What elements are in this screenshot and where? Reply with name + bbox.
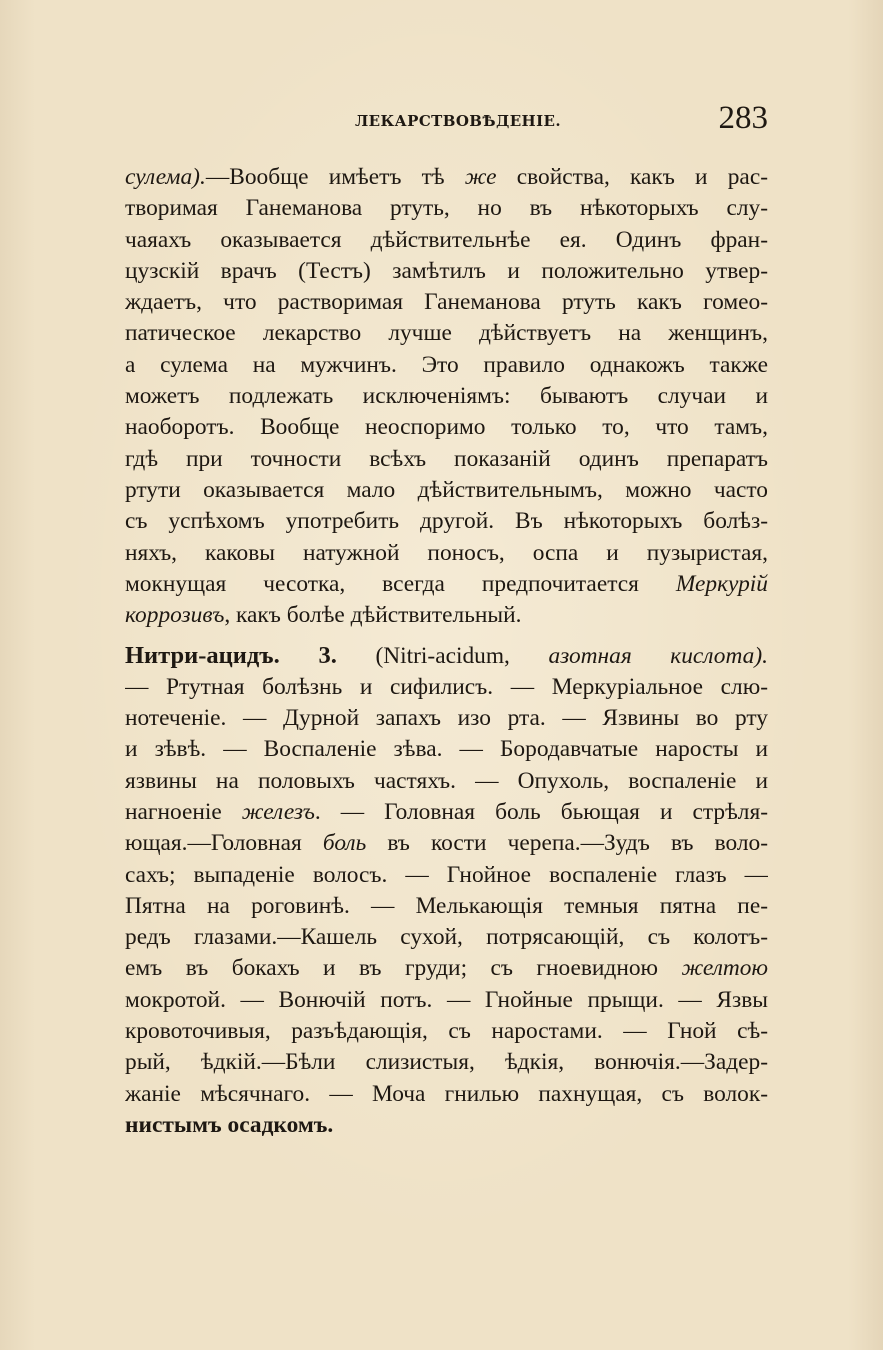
text-line: [125, 193, 768, 224]
running-title: ЛЕКАРСТВОВѢДЕНІЕ.: [355, 112, 561, 130]
text-line: [125, 891, 768, 922]
text-line: [125, 256, 768, 287]
paragraph-gap: [125, 631, 768, 640]
text-segment: и зѣвѣ. — Воспаленіе зѣва. — Бородавчатые наросты и: [125, 736, 768, 763]
text-line: [125, 860, 768, 891]
text-line: [125, 797, 768, 828]
text-segment: съ успѣхомъ употребить другой. Въ нѣкоторыхъ болѣз-: [125, 508, 768, 535]
paragraph: [125, 162, 768, 631]
text-segment: а сулема на мужчинъ. Это правило однакожъ также: [125, 351, 768, 378]
text-line: [125, 475, 768, 506]
text-segment: свойства, какъ и рас-: [496, 164, 768, 190]
text-segment: железъ: [241, 798, 315, 825]
text-segment: коррозивъ: [125, 602, 225, 629]
text-line: [125, 225, 768, 256]
text-segment: азотная кислота).: [548, 643, 768, 670]
text-segment: Пятна на роговинѣ. — Мелькающія темныя пятна пе-: [125, 892, 768, 919]
text-line: [125, 1016, 768, 1047]
text-segment: ртути оказывается мало дѣйствительнымъ, можно часто: [125, 476, 768, 503]
text-segment: (Nitri-acidum,: [336, 643, 549, 670]
text-segment: жаніе мѣсячнаго. — Моча гнилью пахнущая, съ волок-: [125, 1080, 768, 1107]
text-segment: нагноеніе: [125, 798, 242, 825]
text-line: [125, 162, 768, 193]
text-segment: —Вообще имѣетъ тѣ: [205, 164, 465, 190]
text-line: [125, 734, 768, 765]
text-line: [125, 985, 768, 1016]
page-header: [125, 100, 768, 140]
text-segment: Меркурій: [675, 570, 768, 597]
text-line: [125, 412, 768, 443]
text-segment: кровоточивыя, разъѣдающія, съ наростами. — Гной сѣ-: [125, 1018, 768, 1045]
text-segment: желтою: [681, 955, 768, 982]
text-segment: . — Головная боль бьющая и стрѣля-: [314, 798, 768, 825]
text-segment: творимая Ганеманова ртуть, но въ нѣкоторыхъ слу-: [125, 195, 768, 222]
text-segment: мокротой. — Вонючій потъ. — Гнойные прыщи. — Язвы: [125, 986, 768, 1013]
text-segment: , какъ болѣе дѣйствительный.: [224, 602, 522, 629]
text-segment: патическое лекарство лучше дѣйствуетъ на женщинъ,: [125, 320, 768, 347]
text-segment: въ кости черепа.—Зудъ въ воло-: [366, 830, 768, 857]
text-segment: рый, ѣдкій.—Бѣли слизистыя, ѣдкія, вонючія.—Задер-: [125, 1049, 768, 1076]
paragraph: [125, 640, 768, 1141]
text-segment: няхъ, каковы натужной поносъ, оспа и пузыристая,: [125, 539, 768, 566]
text-line: [125, 444, 768, 475]
body-text: [125, 162, 768, 1141]
page-number: 283: [718, 100, 768, 136]
text-line: [125, 287, 768, 318]
text-line: [125, 640, 768, 671]
text-line: [125, 538, 768, 569]
text-line: [125, 922, 768, 953]
remedy-heading: Нитри-ацидъ. 3.: [125, 642, 337, 670]
text-segment: наоборотъ. Вообще неоспоримо только то, что тамъ,: [125, 414, 768, 441]
text-segment: цузскій врачъ (Тестъ) замѣтилъ и положительно утвер-: [125, 257, 768, 284]
text-line: [125, 350, 768, 381]
text-segment: язвины на половыхъ частяхъ. — Опухоль, воспаленіе и: [125, 767, 768, 794]
text-line: [125, 1047, 768, 1078]
text-segment: чаяахъ оказывается дѣйствительнѣе ея. Одинъ фран-: [125, 226, 768, 253]
text-line: [125, 381, 768, 412]
text-segment: ждаетъ, что растворимая Ганеманова ртуть какъ гомео-: [125, 289, 768, 316]
text-segment: можетъ подлежать исключеніямъ: бываютъ случаи и: [125, 383, 768, 410]
text-line: [125, 506, 768, 537]
text-segment: нотеченіе. — Дурной запахъ изо рта. — Язвины во рту: [125, 705, 768, 732]
text-segment: ющая.—Головная: [125, 830, 323, 857]
text-line: [125, 1110, 768, 1141]
text-segment: — Ртутная болѣзнь и сифилисъ. — Меркуріальное слю-: [125, 673, 768, 700]
text-segment: боль: [322, 830, 367, 857]
text-line: [125, 569, 768, 600]
text-segment: же: [464, 164, 497, 190]
text-segment: емъ въ бокахъ и въ груди; съ гноевидною: [125, 955, 682, 982]
text-segment: нистымъ осадкомъ.: [125, 1111, 334, 1138]
text-segment: мокнущая чесотка, всегда предпочитается: [125, 570, 676, 597]
text-line: [125, 318, 768, 349]
text-line: [125, 766, 768, 797]
text-line: [125, 672, 768, 703]
text-line: [125, 1079, 768, 1110]
text-line: [125, 703, 768, 734]
text-segment: редъ глазами.—Кашель сухой, потрясающій, съ колотъ-: [125, 924, 768, 951]
text-segment: гдѣ при точности всѣхъ показаній одинъ препаратъ: [125, 445, 768, 472]
text-segment: сулема).: [125, 164, 206, 190]
text-line: [125, 828, 768, 859]
text-segment: сахъ; выпаденіе волосъ. — Гнойное воспаленіе глазъ —: [125, 861, 768, 888]
text-line: [125, 953, 768, 984]
text-line: [125, 600, 768, 631]
